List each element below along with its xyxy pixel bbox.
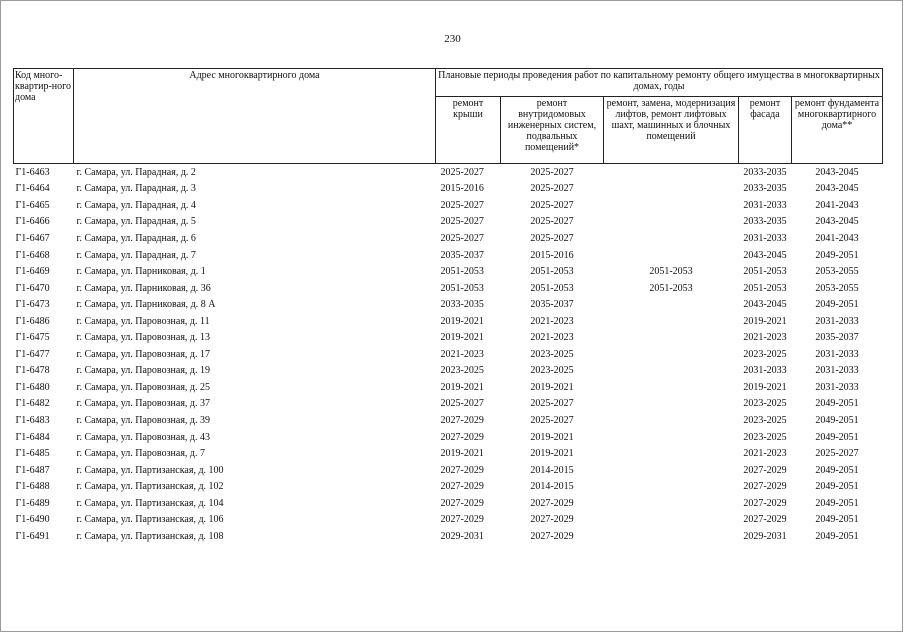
cell-systems: 2025-2027: [530, 199, 574, 211]
cell-systems: 2023-2025: [530, 348, 574, 360]
cell-roof: 2019-2021: [440, 448, 484, 460]
cell-roof: 2027-2029: [440, 481, 484, 493]
cell-address: г. Самара, ул. Парадная, д. 7: [76, 249, 196, 261]
table-row: [14, 429, 883, 446]
cell-elevators: [604, 396, 739, 413]
cell-facade: 2021-2023: [743, 448, 787, 460]
cell-elevators: [604, 429, 739, 446]
table-body: [14, 164, 883, 545]
cell-facade: 2021-2023: [743, 332, 787, 344]
cell-roof: 2023-2025: [440, 365, 484, 377]
cell-facade: 2033-2035: [743, 166, 787, 178]
cell-facade: 2023-2025: [743, 398, 787, 410]
cell-elevators: 2051-2053: [649, 266, 693, 278]
cell-elevators: [604, 230, 739, 247]
cell-elevators: [604, 181, 739, 198]
cell-roof: 2027-2029: [440, 464, 484, 476]
cell-elevators: [604, 296, 739, 313]
cell-roof: 2025-2027: [440, 166, 484, 178]
cell-address: г. Самара, ул. Паровозная, д. 13: [76, 332, 211, 344]
cell-address: г. Самара, ул. Партизанская, д. 106: [76, 514, 224, 526]
cell-code: Г1-6475: [15, 332, 50, 344]
cell-roof: 2025-2027: [440, 398, 484, 410]
cell-facade: 2033-2035: [743, 183, 787, 195]
table-row: [14, 263, 883, 280]
cell-code: Г1-6485: [15, 448, 50, 460]
cell-roof: 2019-2021: [440, 381, 484, 393]
cell-elevators: [604, 511, 739, 528]
cell-facade: 2033-2035: [743, 216, 787, 228]
cell-elevators: [604, 329, 739, 346]
cell-roof: 2029-2031: [440, 530, 484, 542]
cell-facade: 2043-2045: [743, 249, 787, 261]
cell-facade: 2043-2045: [743, 299, 787, 311]
cell-elevators: [604, 412, 739, 429]
cell-elevators: [604, 478, 739, 495]
cell-systems: 2015-2016: [530, 249, 574, 261]
cell-code: Г1-6473: [15, 299, 50, 311]
cell-facade: 2023-2025: [743, 431, 787, 443]
cell-foundation: 2035-2037: [815, 332, 859, 344]
cell-elevators: [604, 445, 739, 462]
cell-code: Г1-6467: [15, 232, 50, 244]
cell-elevators: [604, 379, 739, 396]
cell-code: Г1-6470: [15, 282, 50, 294]
table-row: [14, 396, 883, 413]
cell-address: г. Самара, ул. Паровозная, д. 37: [76, 398, 211, 410]
cell-facade: 2027-2029: [743, 514, 787, 526]
cell-code: Г1-6482: [15, 398, 50, 410]
cell-foundation: 2031-2033: [815, 381, 859, 393]
cell-code: Г1-6469: [15, 266, 50, 278]
cell-code: Г1-6488: [15, 481, 50, 493]
cell-foundation: 2049-2051: [815, 299, 859, 311]
cell-roof: 2021-2023: [440, 348, 484, 360]
cell-systems: 2025-2027: [530, 398, 574, 410]
table-row: [14, 528, 883, 545]
cell-roof: 2025-2027: [440, 216, 484, 228]
cell-code: Г1-6463: [15, 166, 50, 178]
cell-address: г. Самара, ул. Парниковая, д. 36: [76, 282, 211, 294]
cell-roof: 2027-2029: [440, 414, 484, 426]
table-row: [14, 197, 883, 214]
cell-address: г. Самара, ул. Паровозная, д. 17: [76, 348, 211, 360]
cell-elevators: [604, 528, 739, 545]
cell-roof: 2051-2053: [440, 282, 484, 294]
cell-systems: 2021-2023: [530, 332, 574, 344]
cell-systems: 2019-2021: [530, 381, 574, 393]
header-address: Адрес многоквартирного дома: [74, 69, 436, 164]
cell-foundation: 2031-2033: [815, 315, 859, 327]
cell-code: Г1-6465: [15, 199, 50, 211]
cell-address: г. Самара, ул. Парниковая, д. 8 А: [76, 299, 216, 311]
cell-elevators: [604, 363, 739, 380]
cell-systems: 2025-2027: [530, 166, 574, 178]
cell-elevators: [604, 197, 739, 214]
cell-facade: 2027-2029: [743, 497, 787, 509]
cell-address: г. Самара, ул. Парадная, д. 6: [76, 232, 196, 244]
cell-address: г. Самара, ул. Парадная, д. 3: [76, 183, 196, 195]
cell-address: г. Самара, ул. Паровозная, д. 39: [76, 414, 211, 426]
cell-facade: 2029-2031: [743, 530, 787, 542]
header-code: Код много-квартир-ного дома: [14, 69, 74, 164]
cell-facade: 2019-2021: [743, 381, 787, 393]
cell-code: Г1-6483: [15, 414, 50, 426]
cell-code: Г1-6478: [15, 365, 50, 377]
header-facade: ремонт фасада: [739, 97, 792, 164]
header-roof: ремонт крыши: [436, 97, 501, 164]
cell-address: г. Самара, ул. Паровозная, д. 19: [76, 365, 211, 377]
cell-foundation: 2043-2045: [815, 166, 859, 178]
cell-code: Г1-6491: [15, 530, 50, 542]
cell-systems: 2027-2029: [530, 530, 574, 542]
cell-systems: 2019-2021: [530, 448, 574, 460]
cell-elevators: [604, 346, 739, 363]
cell-foundation: 2049-2051: [815, 514, 859, 526]
table-row: [14, 164, 883, 181]
cell-code: Г1-6487: [15, 464, 50, 476]
cell-code: Г1-6468: [15, 249, 50, 261]
cell-foundation: 2049-2051: [815, 414, 859, 426]
cell-systems: 2051-2053: [530, 282, 574, 294]
cell-facade: 2051-2053: [743, 266, 787, 278]
cell-systems: 2025-2027: [530, 216, 574, 228]
cell-address: г. Самара, ул. Парниковая, д. 1: [76, 266, 206, 278]
cell-elevators: [604, 313, 739, 330]
cell-foundation: 2031-2033: [815, 365, 859, 377]
cell-foundation: 2041-2043: [815, 232, 859, 244]
cell-elevators: [604, 495, 739, 512]
cell-facade: 2019-2021: [743, 315, 787, 327]
table-row: [14, 329, 883, 346]
header-foundation: ремонт фундамента многоквартирного дома**: [792, 97, 883, 164]
cell-facade: 2027-2029: [743, 464, 787, 476]
cell-roof: 2015-2016: [440, 183, 484, 195]
cell-facade: 2031-2033: [743, 199, 787, 211]
cell-foundation: 2043-2045: [815, 216, 859, 228]
cell-address: г. Самара, ул. Парадная, д. 5: [76, 216, 196, 228]
cell-elevators: 2051-2053: [649, 282, 693, 294]
page-number: 230: [444, 33, 461, 45]
cell-address: г. Самара, ул. Партизанская, д. 108: [76, 530, 224, 542]
cell-roof: 2027-2029: [440, 431, 484, 443]
table-row: [14, 214, 883, 231]
cell-address: г. Самара, ул. Паровозная, д. 11: [76, 315, 210, 327]
cell-foundation: 2031-2033: [815, 348, 859, 360]
cell-foundation: 2025-2027: [815, 448, 859, 460]
cell-roof: 2019-2021: [440, 332, 484, 344]
cell-foundation: 2049-2051: [815, 464, 859, 476]
table-row: [14, 230, 883, 247]
cell-code: Г1-6466: [15, 216, 50, 228]
cell-code: Г1-6477: [15, 348, 50, 360]
cell-facade: 2031-2033: [743, 232, 787, 244]
cell-facade: 2031-2033: [743, 365, 787, 377]
cell-foundation: 2049-2051: [815, 249, 859, 261]
cell-roof: 2051-2053: [440, 266, 484, 278]
table-row: [14, 462, 883, 479]
cell-code: Г1-6486: [15, 315, 50, 327]
cell-roof: 2027-2029: [440, 497, 484, 509]
capital-repair-table: [13, 68, 883, 545]
table-row: [14, 363, 883, 380]
table-row: [14, 280, 883, 297]
cell-foundation: 2053-2055: [815, 266, 859, 278]
table-row: [14, 412, 883, 429]
cell-address: г. Самара, ул. Партизанская, д. 104: [76, 497, 224, 509]
cell-systems: 2014-2015: [530, 481, 574, 493]
cell-foundation: 2049-2051: [815, 431, 859, 443]
cell-foundation: 2043-2045: [815, 183, 859, 195]
cell-roof: 2033-2035: [440, 299, 484, 311]
table-row: [14, 296, 883, 313]
table-row: [14, 247, 883, 264]
cell-facade: 2027-2029: [743, 481, 787, 493]
cell-roof: 2019-2021: [440, 315, 484, 327]
cell-systems: 2025-2027: [530, 414, 574, 426]
table-row: [14, 511, 883, 528]
cell-systems: 2051-2053: [530, 266, 574, 278]
table-row: [14, 313, 883, 330]
cell-elevators: [604, 462, 739, 479]
table-row: [14, 181, 883, 198]
cell-address: г. Самара, ул. Паровозная, д. 43: [76, 431, 211, 443]
cell-address: г. Самара, ул. Партизанская, д. 100: [76, 464, 224, 476]
table-row: [14, 495, 883, 512]
table-row: [14, 379, 883, 396]
table-row: [14, 445, 883, 462]
cell-systems: 2014-2015: [530, 464, 574, 476]
cell-code: Г1-6490: [15, 514, 50, 526]
cell-code: Г1-6489: [15, 497, 50, 509]
cell-systems: 2023-2025: [530, 365, 574, 377]
cell-foundation: 2049-2051: [815, 481, 859, 493]
cell-address: г. Самара, ул. Паровозная, д. 25: [76, 381, 211, 393]
cell-systems: 2027-2029: [530, 514, 574, 526]
cell-foundation: 2049-2051: [815, 497, 859, 509]
cell-code: Г1-6480: [15, 381, 50, 393]
header-elevators: ремонт, замена, модернизация лифтов, ремонт лифтовых шахт, машинных и блочных помещений: [604, 97, 739, 164]
cell-foundation: 2049-2051: [815, 398, 859, 410]
table-row: [14, 478, 883, 495]
cell-elevators: [604, 247, 739, 264]
cell-address: г. Самара, ул. Паровозная, д. 7: [76, 448, 206, 460]
cell-roof: 2027-2029: [440, 514, 484, 526]
cell-elevators: [604, 164, 739, 181]
cell-foundation: 2053-2055: [815, 282, 859, 294]
cell-address: г. Самара, ул. Парадная, д. 4: [76, 199, 196, 211]
cell-facade: 2051-2053: [743, 282, 787, 294]
cell-address: г. Самара, ул. Парадная, д. 2: [76, 166, 196, 178]
cell-foundation: 2041-2043: [815, 199, 859, 211]
cell-systems: 2025-2027: [530, 232, 574, 244]
cell-elevators: [604, 214, 739, 231]
cell-roof: 2025-2027: [440, 199, 484, 211]
cell-systems: 2027-2029: [530, 497, 574, 509]
cell-code: Г1-6484: [15, 431, 50, 443]
table-row: [14, 346, 883, 363]
cell-facade: 2023-2025: [743, 414, 787, 426]
cell-systems: 2035-2037: [530, 299, 574, 311]
header-systems: ремонт внутридомовых инженерных систем, подвальных помещений*: [501, 97, 604, 164]
header-periods-group: Плановые периоды проведения работ по капитальному ремонту общего имущества в многоквартирных домах, годы: [436, 69, 883, 97]
cell-roof: 2025-2027: [440, 232, 484, 244]
cell-systems: 2021-2023: [530, 315, 574, 327]
cell-roof: 2035-2037: [440, 249, 484, 261]
cell-foundation: 2049-2051: [815, 530, 859, 542]
cell-systems: 2025-2027: [530, 183, 574, 195]
cell-address: г. Самара, ул. Партизанская, д. 102: [76, 481, 224, 493]
cell-code: Г1-6464: [15, 183, 50, 195]
cell-systems: 2019-2021: [530, 431, 574, 443]
cell-facade: 2023-2025: [743, 348, 787, 360]
